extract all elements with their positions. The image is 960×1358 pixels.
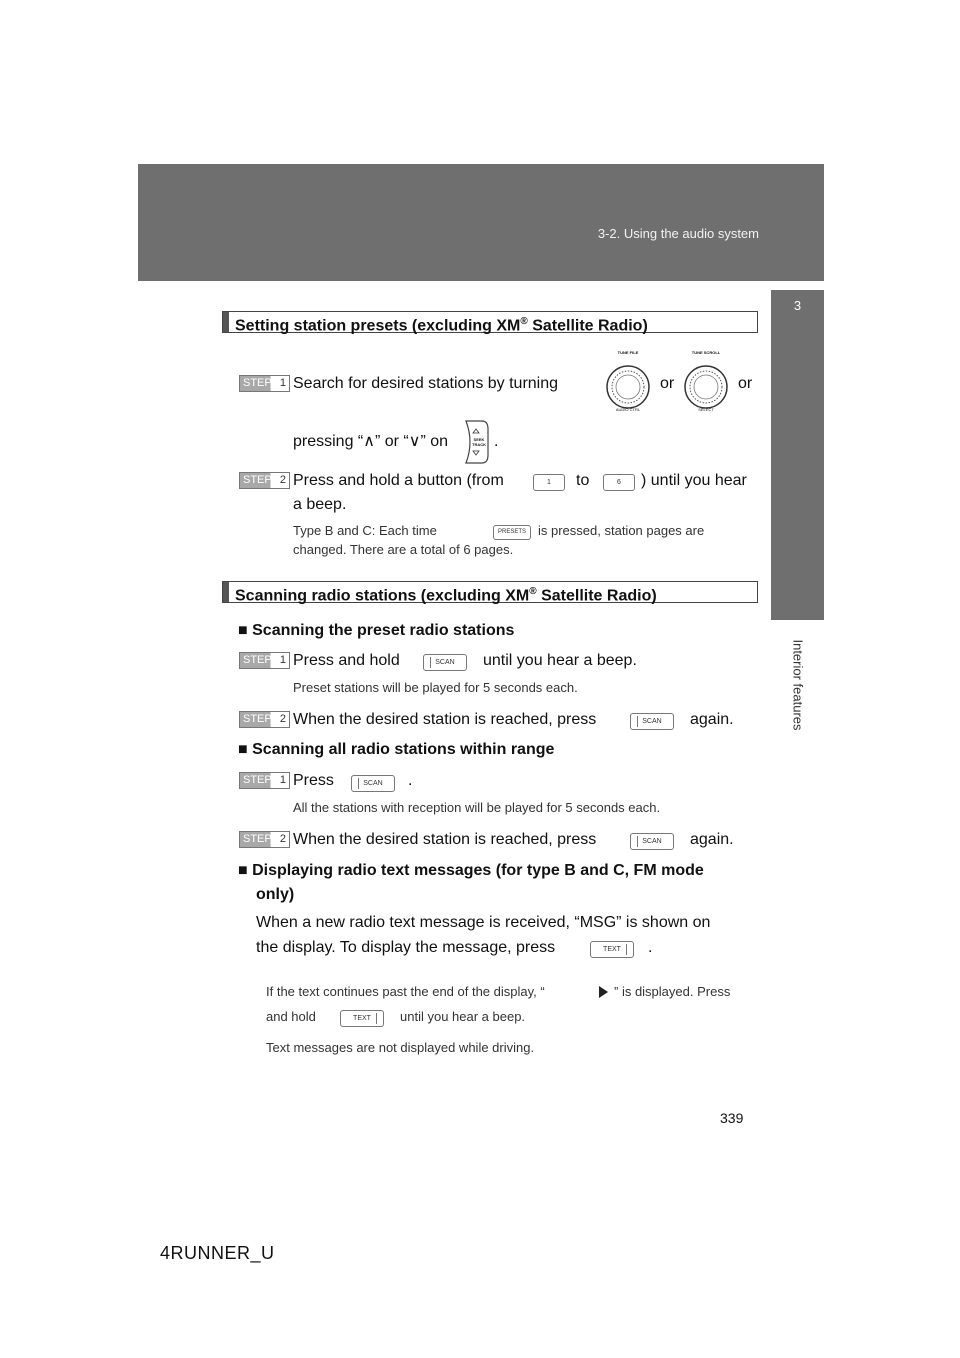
registered-mark: ® <box>520 316 528 327</box>
chapter-tab <box>771 290 824 620</box>
step-text: a beep. <box>293 496 347 513</box>
subheading-radio-text <box>238 862 758 880</box>
step-text: pressing “∧” or “∨” on <box>293 433 449 450</box>
note-text: Text messages are not displayed while driving. <box>266 1040 535 1055</box>
tune-file-knob-icon <box>598 354 658 414</box>
note-text: Type B and C: Each time <box>293 523 437 538</box>
step-text: ) until you hear <box>641 472 747 489</box>
body-text: the display. To display the message, press <box>256 939 556 956</box>
step-number: 2 <box>279 833 286 845</box>
subheading-preset-scan <box>238 622 514 640</box>
note-text: and hold <box>266 1009 316 1024</box>
seek-track-label: SEEK TRACK <box>472 437 486 447</box>
step-word: STEP <box>243 654 272 666</box>
scan-button-label: SCAN <box>363 780 383 787</box>
note-text: All the stations with reception will be played for 5 seconds each. <box>293 800 661 815</box>
subheading-text: Displaying radio text messages (for type B and C, FM mode <box>252 862 704 879</box>
period: . <box>494 433 499 450</box>
note-text: changed. There are a total of 6 pages. <box>293 542 514 557</box>
bullet: ■ <box>238 622 248 639</box>
or-text: or <box>660 375 675 392</box>
preset-button-6: 6 <box>603 474 635 491</box>
text-button-label: TEXT <box>603 946 621 953</box>
step-text: until you hear a beep. <box>483 652 637 669</box>
step-text: Search for desired stations by turning <box>293 375 559 392</box>
scan-button <box>423 654 467 671</box>
scan-button-label: SCAN <box>642 718 662 725</box>
note-text: ” is displayed. Press <box>614 984 731 999</box>
step-number: 1 <box>279 774 286 786</box>
step-text: When the desired station is reached, press <box>293 711 597 728</box>
scan-heading-tail: Satellite Radio) <box>536 587 657 605</box>
step-number: 2 <box>279 713 286 725</box>
step-number: 2 <box>279 474 286 486</box>
step-number: 1 <box>279 654 286 666</box>
scan-button <box>351 775 395 792</box>
note-text: Preset stations will be played for 5 seconds each. <box>293 680 578 695</box>
header-band <box>138 164 824 281</box>
note-text: is pressed, station pages are <box>538 523 705 538</box>
to-text: to <box>576 472 590 489</box>
body-text: When a new radio text message is received, “MSG” is shown on <box>256 914 711 931</box>
step-badge <box>239 375 290 392</box>
step-word: STEP <box>243 833 272 845</box>
step-badge <box>239 831 290 848</box>
registered-mark: ® <box>529 586 537 597</box>
step-word: STEP <box>243 774 272 786</box>
scan-button <box>630 713 674 730</box>
scan-button <box>630 833 674 850</box>
step-text: again. <box>690 711 734 728</box>
bullet: ■ <box>238 862 248 879</box>
or-text: or <box>738 375 753 392</box>
document-code: 4RUNNER_U <box>160 1243 275 1263</box>
scan-heading <box>222 581 758 603</box>
step-badge <box>239 772 290 789</box>
knob-top-label: TUNE SCROLL <box>691 350 721 355</box>
scan-button-label: SCAN <box>642 838 662 845</box>
text-button <box>590 941 634 958</box>
chapter-label: Interior features <box>790 639 805 731</box>
presets-heading-tail: Satellite Radio) <box>527 317 648 335</box>
step-badge <box>239 711 290 728</box>
text-button <box>340 1010 384 1027</box>
tune-scroll-knob-icon <box>676 354 736 414</box>
subheading-text: Scanning the preset radio stations <box>252 622 515 639</box>
step-text: When the desired station is reached, press <box>293 831 597 848</box>
step-text: Press and hold a button (from <box>293 472 504 489</box>
period: . <box>648 939 653 956</box>
text-button-label: TEXT <box>353 1015 371 1022</box>
note-text: until you hear a beep. <box>400 1009 526 1024</box>
step-word: STEP <box>243 474 272 486</box>
chapter-label-wrap <box>771 625 824 745</box>
knob-bottom-label: AUDIO CTRL <box>615 407 641 412</box>
right-arrow-icon <box>597 985 609 999</box>
knob-bottom-label: SELECT <box>698 407 714 412</box>
presets-button: PRESETS <box>493 525 531 540</box>
chapter-number: 3 <box>793 298 802 313</box>
step-number: 1 <box>279 377 286 389</box>
step-badge <box>239 472 290 489</box>
step-word: STEP <box>243 377 272 389</box>
preset-button-1: 1 <box>533 474 565 491</box>
period: . <box>408 772 413 789</box>
bullet: ■ <box>238 741 248 758</box>
page-number: 339 <box>720 1110 744 1126</box>
step-word: STEP <box>243 713 272 725</box>
subheading-all-scan <box>238 741 554 759</box>
note-text: If the text continues past the end of the display, “ <box>266 984 545 999</box>
presets-heading <box>222 311 758 333</box>
subheading-text-cont: only) <box>256 886 295 903</box>
presets-heading-text: Setting station presets (excluding XM <box>235 317 521 335</box>
step-text: Press <box>293 772 334 789</box>
scan-button-label: SCAN <box>435 659 455 666</box>
subheading-text: Scanning all radio stations within range <box>252 741 555 758</box>
knob-top-label: TUNE FILE <box>617 350 639 355</box>
section-title: 3-2. Using the audio system <box>597 226 759 241</box>
step-text: again. <box>690 831 734 848</box>
step-text: Press and hold <box>293 652 400 669</box>
scan-heading-text: Scanning radio stations (excluding XM <box>235 587 530 605</box>
step-badge <box>239 652 290 669</box>
